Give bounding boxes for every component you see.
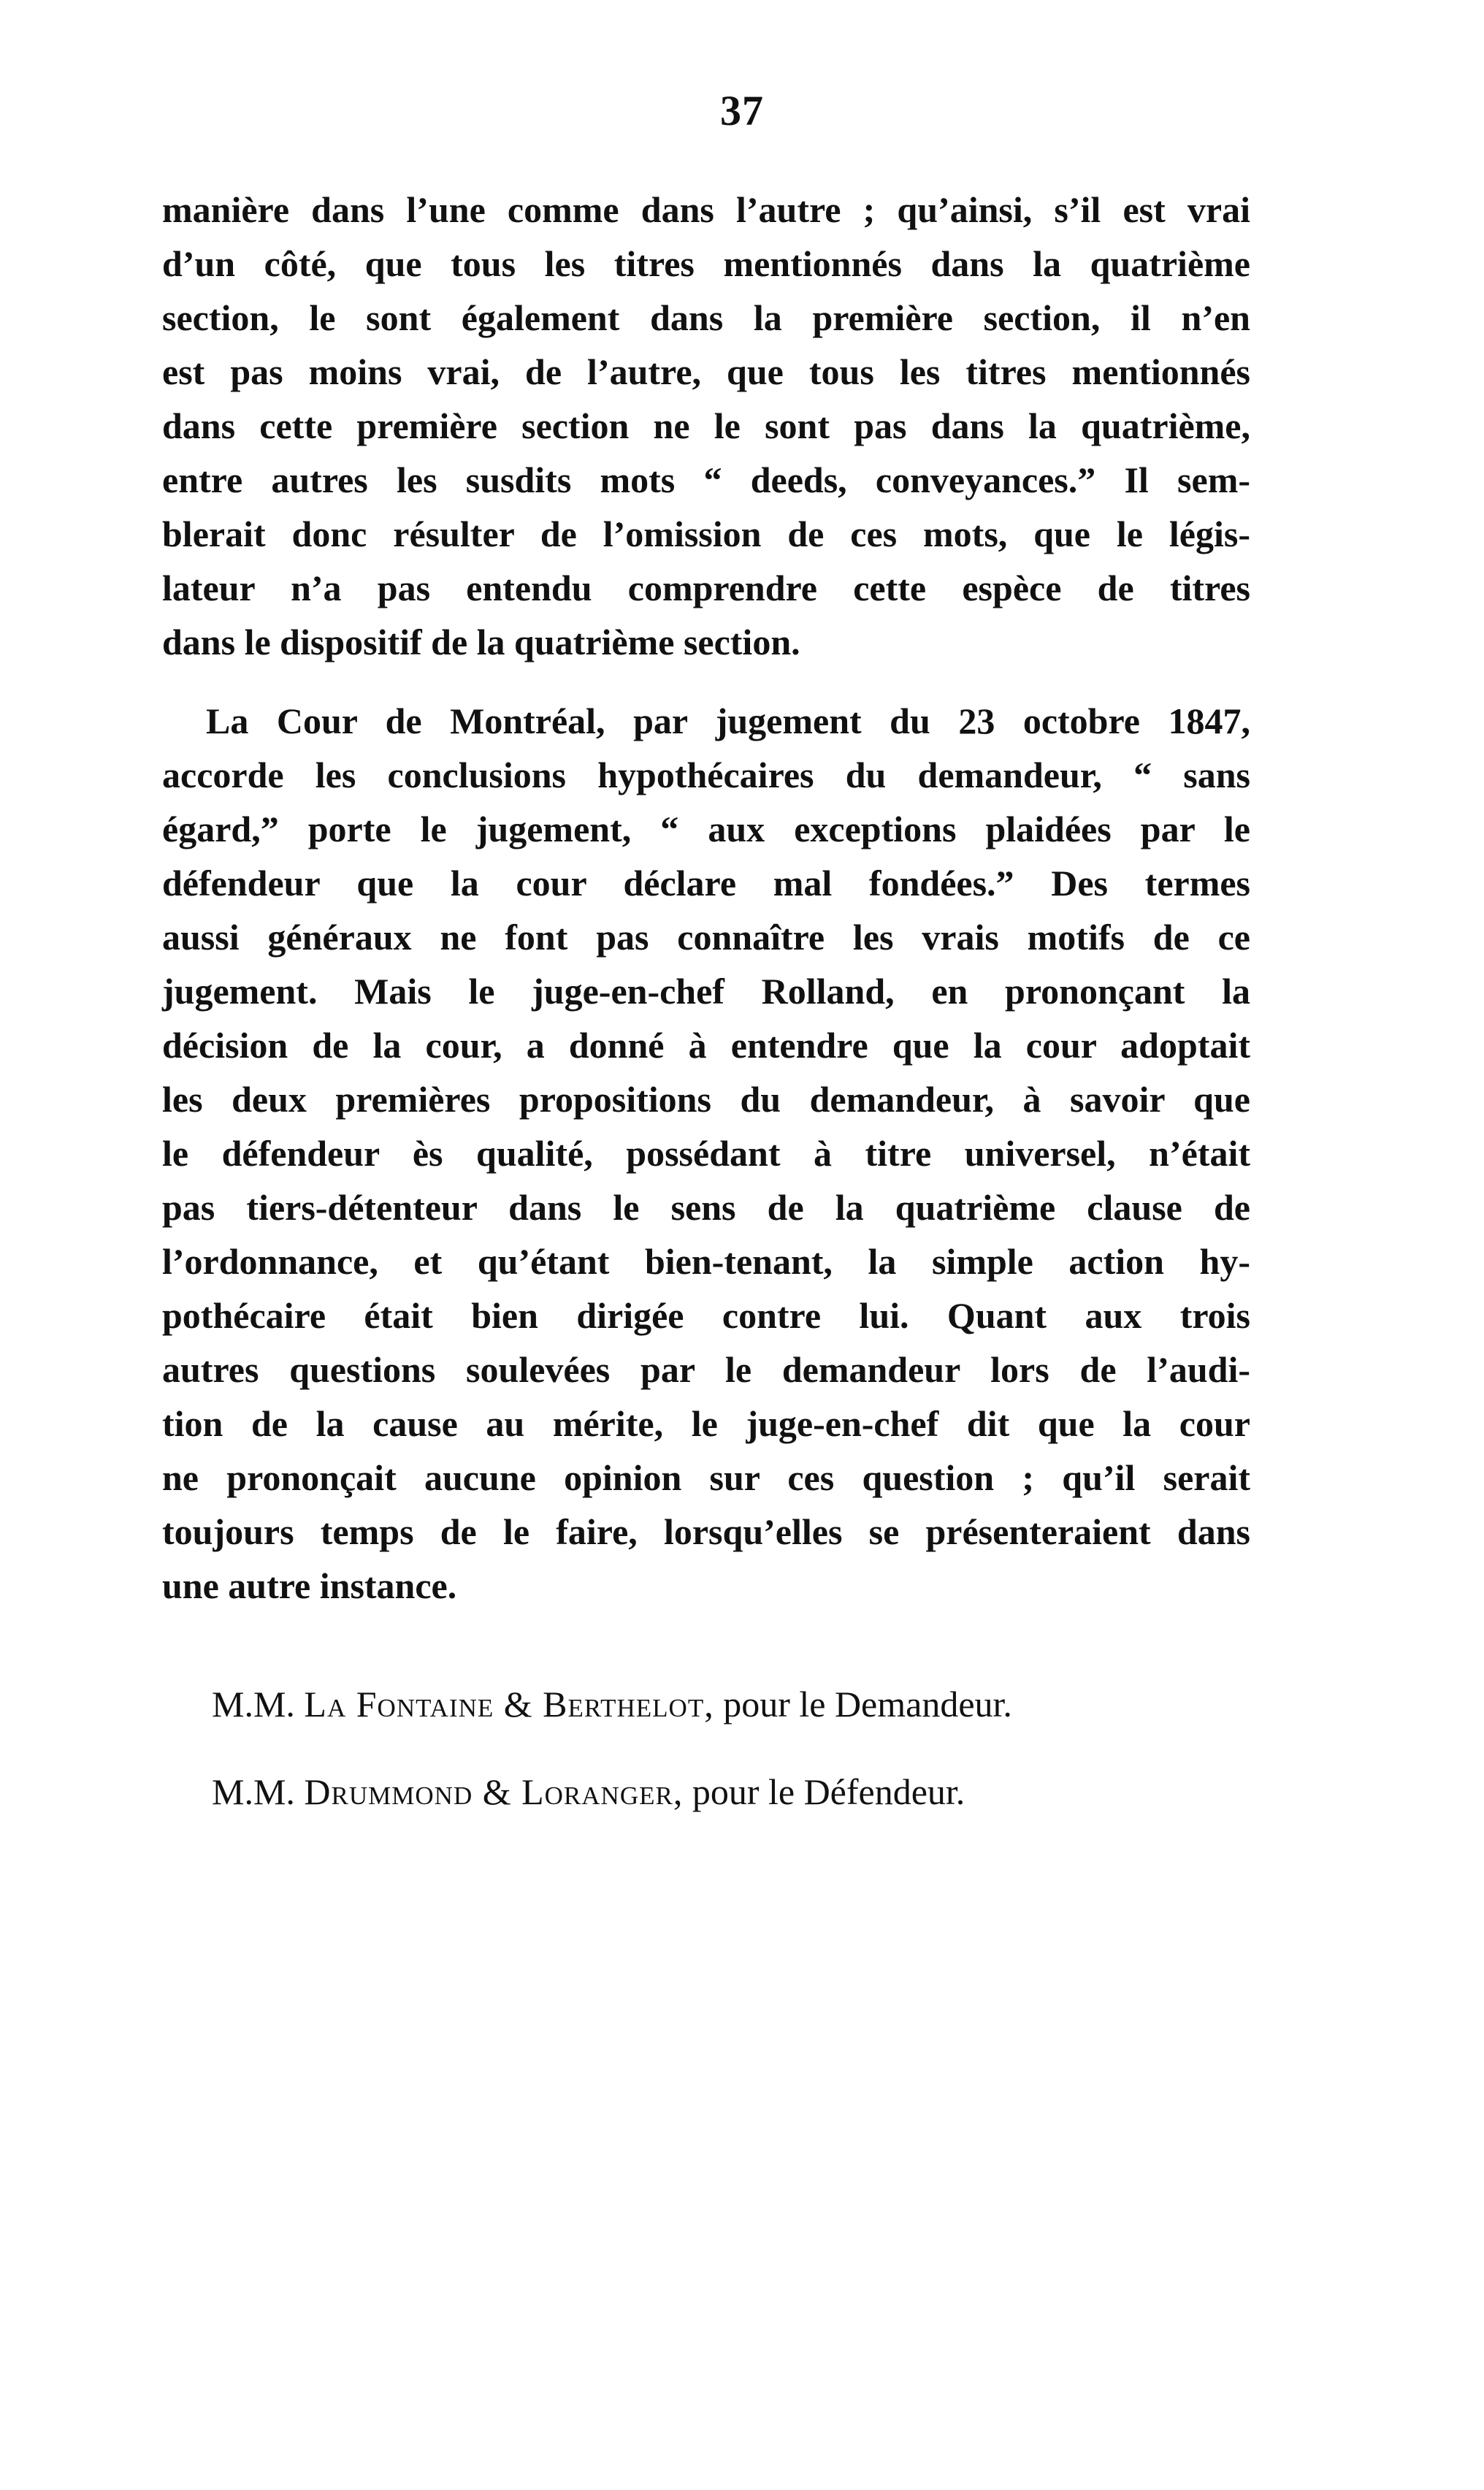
text-line: décision de la cour, a donné à entendre que la cour adoptait (162, 1025, 1250, 1066)
text-line: le défendeur ès qualité, possédant à titre universel, n’était (162, 1133, 1250, 1174)
counsel-prefix: M.M. (212, 1684, 295, 1725)
text-line: entre autres les susdits mots “ deeds, conveyances.” Il sem- (162, 459, 1250, 500)
counsel-names: La Fontaine & Berthelot, (304, 1684, 714, 1725)
text-line: dans cette première section ne le sont pas dans la quatrième, (162, 405, 1250, 446)
paragraph-1 (162, 183, 1250, 669)
text-line: dans le dispositif de la quatrième section. (162, 622, 800, 662)
text-line: défendeur que la cour déclare mal fondées.” Des termes (162, 863, 1250, 904)
counsel-names: Drummond & Loranger, (304, 1771, 684, 1812)
text-line: lateur n’a pas entendu comprendre cette espèce de titres (162, 568, 1250, 608)
page-number: 37 (720, 87, 764, 134)
text-line: accorde les conclusions hypothécaires du demandeur, “ sans (162, 755, 1250, 795)
text-line: La Cour de Montréal, par jugement du 23 octobre 1847, (206, 700, 1250, 741)
text-line: pothécaire était bien dirigée contre lui. Quant aux trois (162, 1295, 1250, 1336)
counsel-role: pour le Demandeur. (723, 1684, 1012, 1725)
text-line: pas tiers-détenteur dans le sens de la quatrième clause de (162, 1187, 1250, 1228)
text-line: blerait donc résulter de l’omission de ces mots, que le légis- (162, 513, 1250, 554)
text-line: ne prononçait aucune opinion sur ces question ; qu’il serait (162, 1457, 1250, 1498)
text-line: jugement. Mais le juge-en-chef Rolland, en prononçant la (162, 971, 1250, 1012)
text-line: toujours temps de le faire, lorsqu’elles se présenteraient dans (162, 1511, 1250, 1552)
counsel-prefix: M.M. (212, 1771, 295, 1812)
counsel-role: pour le Défendeur. (692, 1771, 965, 1812)
text-line: l’ordonnance, et qu’étant bien-tenant, la simple action hy- (162, 1241, 1250, 1282)
text-line: d’un côté, que tous les titres mentionnés dans la quatrième (162, 243, 1250, 284)
text-line: aussi généraux ne font pas connaître les vrais motifs de ce (162, 917, 1250, 958)
paragraph-2 (162, 694, 1250, 1613)
text-line: tion de la cause au mérite, le juge-en-chef dit que la cour (162, 1403, 1250, 1444)
text-line: une autre instance. (162, 1565, 457, 1606)
text-line: est pas moins vrai, de l’autre, que tous les titres mentionnés (162, 351, 1250, 392)
text-line: les deux premières propositions du demandeur, à savoir que (162, 1079, 1250, 1120)
text-line: égard,” porte le jugement, “ aux exceptions plaidées par le (162, 809, 1250, 849)
defendant-counsel (212, 1765, 1263, 1819)
text-line: section, le sont également dans la première section, il n’en (162, 297, 1250, 338)
plaintiff-counsel (212, 1677, 1263, 1731)
text-line: manière dans l’une comme dans l’autre ; qu’ainsi, s’il est vrai (162, 189, 1250, 230)
text-line: autres questions soulevées par le demandeur lors de l’audi- (162, 1349, 1250, 1390)
